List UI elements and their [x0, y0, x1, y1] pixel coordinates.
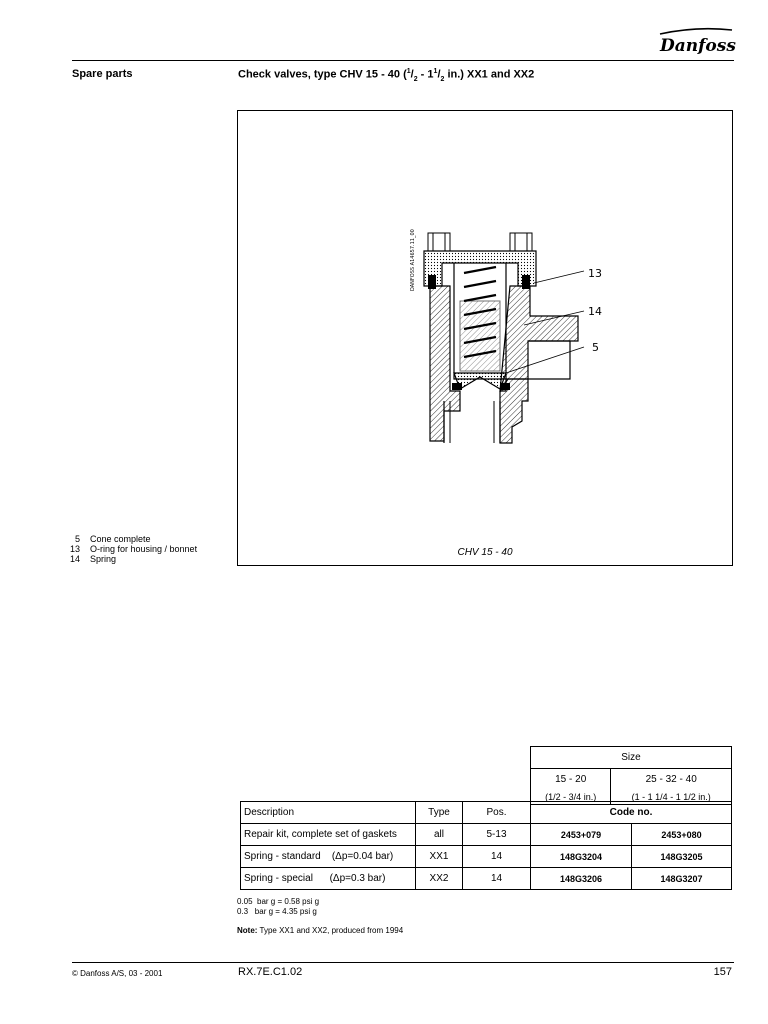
- header-type: Type: [416, 802, 463, 824]
- copyright: © Danfoss A/S, 03 - 2001: [72, 969, 163, 978]
- note: Note: Type XX1 and XX2, produced from 1994: [237, 926, 404, 935]
- header-code: Code no.: [531, 802, 732, 824]
- page-title: Check valves, type CHV 15 - 40 ($^1/_2 - 1^1/_2$ in.) XX1 and XX2: [238, 68, 535, 83]
- seal-left: [452, 383, 462, 390]
- legend-item: 5 Cone complete: [74, 534, 151, 544]
- legend-item: 13 O-ring for housing / bonnet: [69, 544, 198, 554]
- valve-section-drawing: [238, 111, 732, 541]
- page-number: 157: [713, 966, 732, 978]
- housing-right: [500, 286, 578, 391]
- figure-box: [237, 110, 733, 566]
- unit-conversions: [237, 897, 319, 917]
- footer-rule: [72, 962, 734, 963]
- outlet-body: [500, 379, 528, 443]
- bolt-right: [510, 233, 532, 251]
- conversion-line: 0.05 bar g = 0.58 psi g: [237, 897, 320, 906]
- size-col2: 25 - 32 - 40: [611, 769, 732, 791]
- table-header-row: [241, 802, 732, 824]
- table-row: Spring - standard (Δp=0.04 bar) XX1 14 148G3204 148G3205: [241, 846, 732, 868]
- size-table: [530, 746, 732, 805]
- parts-legend: [62, 534, 197, 564]
- header-description: Description: [241, 802, 416, 824]
- bonnet: [424, 251, 536, 286]
- header-pos: Pos.: [463, 802, 531, 824]
- size-col2-inch: (1 - 1 1/4 - 1 1/2 in.): [611, 791, 732, 805]
- danfoss-logo: [656, 24, 736, 60]
- housing-left: [430, 286, 460, 441]
- size-col1-inch: (1/2 - 3/4 in.): [531, 791, 611, 805]
- callout-5: 5: [592, 341, 599, 354]
- size-header: Size: [531, 747, 732, 769]
- legend-item: 14 Spring: [69, 554, 117, 564]
- document-code: RX.7E.C1.02: [238, 966, 303, 978]
- size-col1: 15 - 20: [531, 769, 611, 791]
- conversion-line: 0.3 bar g = 4.35 psi g: [237, 907, 317, 916]
- callout-14: 14: [588, 305, 602, 318]
- oring-right: [522, 275, 530, 289]
- oring-left: [428, 275, 436, 289]
- callout-13: 13: [588, 267, 602, 280]
- parts-table: [240, 801, 732, 890]
- section-label: Spare parts: [72, 68, 133, 80]
- logo-text: Danfoss: [660, 36, 736, 56]
- bolt-left: [428, 233, 450, 251]
- header-rule: [72, 60, 734, 61]
- drawing-ref: DANFOSS A14657.11_00: [410, 229, 416, 291]
- table-row: Spring - special (Δp=0.3 bar) XX2 14 148G3206 148G3207: [241, 868, 732, 890]
- figure-caption: CHV 15 - 40: [457, 547, 513, 558]
- table-row: Repair kit, complete set of gaskets all 5-13 2453+079 2453+080: [241, 824, 732, 846]
